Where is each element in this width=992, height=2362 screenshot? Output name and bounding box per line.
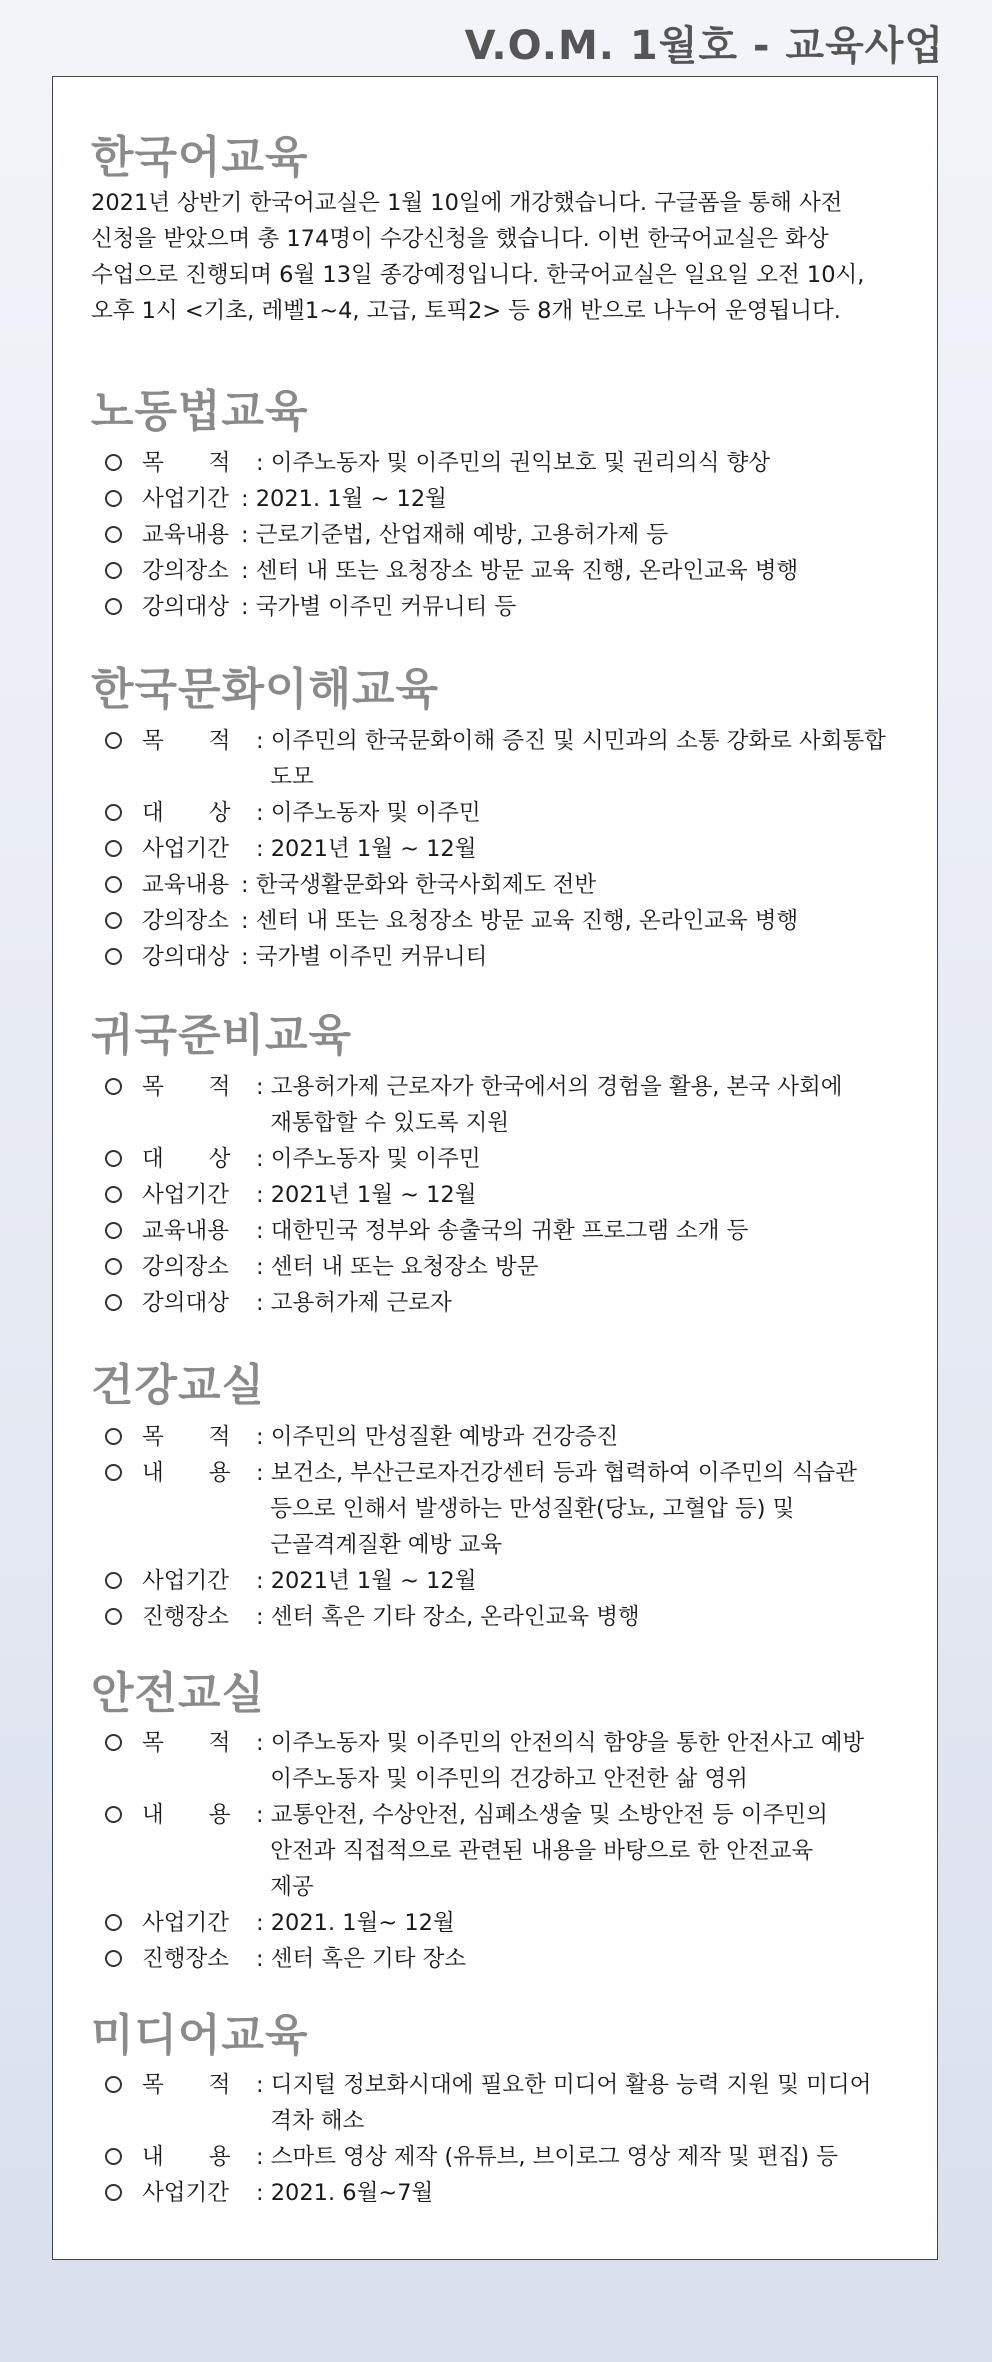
circle-bullet-icon bbox=[105, 1734, 122, 1751]
item-label: 내 용 bbox=[142, 1802, 231, 1828]
circle-bullet-icon bbox=[105, 2076, 122, 2093]
item-label: 교육내용 bbox=[142, 1218, 229, 1244]
item-label: 목 적 bbox=[142, 450, 231, 476]
list-item bbox=[105, 553, 925, 583]
item-value: : 센터 혹은 기타 장소 bbox=[256, 1946, 467, 1972]
section-title-korean-culture: 한국문화이해교육 bbox=[91, 664, 440, 715]
circle-bullet-icon bbox=[105, 2148, 122, 2165]
item-value: : 이주노동자 및 이주민의 안전의식 함양을 통한 안전사고 예방 이주노동자 및 이주민의 건강하고 안전한 삶 영위 bbox=[256, 1730, 865, 1792]
item-value: : 이주노동자 및 이주민 bbox=[256, 1146, 481, 1172]
circle-bullet-icon bbox=[105, 876, 122, 893]
item-value: : 국가별 이주민 커뮤니티 등 bbox=[241, 594, 517, 620]
list-item bbox=[105, 1213, 925, 1243]
circle-bullet-icon bbox=[105, 912, 122, 929]
item-label: 대 상 bbox=[142, 800, 231, 826]
list-item bbox=[105, 1905, 925, 1935]
item-value: : 센터 혹은 기타 장소, 온라인교육 병행 bbox=[256, 1604, 640, 1630]
page-title: V.O.M. 1월호 - 교육사업 bbox=[464, 23, 944, 69]
list-item bbox=[105, 1455, 925, 1558]
circle-bullet-icon bbox=[105, 1222, 122, 1239]
item-value: : 한국생활문화와 한국사회제도 전반 bbox=[241, 872, 597, 898]
circle-bullet-icon bbox=[105, 804, 122, 821]
item-value: : 이주노동자 및 이주민 bbox=[256, 800, 481, 826]
item-label: 강의대상 bbox=[142, 944, 229, 970]
circle-bullet-icon bbox=[105, 598, 122, 615]
list-item bbox=[105, 589, 925, 619]
content-box bbox=[52, 76, 938, 2260]
section-title-return-prep: 귀국준비교육 bbox=[91, 1010, 353, 1061]
item-label: 목 적 bbox=[142, 1730, 231, 1756]
circle-bullet-icon bbox=[105, 454, 122, 471]
section-title-health-class: 건강교실 bbox=[91, 1360, 266, 1411]
list-item bbox=[105, 1419, 925, 1449]
item-label: 목 적 bbox=[142, 1074, 231, 1100]
circle-bullet-icon bbox=[105, 948, 122, 965]
circle-bullet-icon bbox=[105, 1464, 122, 1481]
item-value: : 스마트 영상 제작 (유튜브, 브이로그 영상 제작 및 편집) 등 bbox=[256, 2144, 838, 2170]
item-label: 대 상 bbox=[142, 1146, 231, 1172]
item-value: : 센터 내 또는 요청장소 방문 교육 진행, 온라인교육 병행 bbox=[241, 558, 799, 584]
item-label: 목 적 bbox=[142, 728, 231, 754]
circle-bullet-icon bbox=[105, 526, 122, 543]
list-item bbox=[105, 795, 925, 825]
item-label: 진행장소 bbox=[142, 1946, 229, 1972]
circle-bullet-icon bbox=[105, 1150, 122, 1167]
item-label: 강의장소 bbox=[142, 908, 229, 934]
list-item bbox=[105, 1563, 925, 1593]
section-title-media-education: 미디어교육 bbox=[91, 2010, 309, 2061]
paragraph-line: 오후 1시 <기초, 레벨1~4, 고급, 토픽2> 등 8개 반으로 나누어 운영됩니다. bbox=[91, 298, 841, 324]
item-value: : 교통안전, 수상안전, 심폐소생술 및 소방안전 등 이주민의 안전과 직접적으로 관련된 내용을 바탕으로 한 안전교육 제공 bbox=[256, 1802, 828, 1900]
item-label: 사업기간 bbox=[142, 486, 229, 512]
item-value: : 고용허가제 근로자 bbox=[256, 1290, 452, 1316]
item-value: : 이주민의 만성질환 예방과 건강증진 bbox=[256, 1424, 619, 1450]
item-label: 교육내용 bbox=[142, 522, 229, 548]
item-label: 강의대상 bbox=[142, 1290, 229, 1316]
circle-bullet-icon bbox=[105, 1258, 122, 1275]
circle-bullet-icon bbox=[105, 1806, 122, 1823]
item-label: 진행장소 bbox=[142, 1604, 229, 1630]
item-label: 사업기간 bbox=[142, 2180, 229, 2206]
korean-class-paragraph bbox=[91, 185, 901, 329]
item-label: 사업기간 bbox=[142, 1182, 229, 1208]
item-value: : 이주민의 한국문화이해 증진 및 시민과의 소통 강화로 사회통합 도모 bbox=[256, 728, 886, 790]
item-value: : 2021년 1월 ~ 12월 bbox=[256, 836, 477, 862]
circle-bullet-icon bbox=[105, 1572, 122, 1589]
circle-bullet-icon bbox=[105, 1950, 122, 1967]
circle-bullet-icon bbox=[105, 490, 122, 507]
list-item bbox=[105, 1069, 925, 1136]
list-item bbox=[105, 1141, 925, 1171]
list-item bbox=[105, 517, 925, 547]
page-header bbox=[0, 0, 992, 72]
paragraph-line: 신청을 받았으며 총 174명이 수강신청을 했습니다. 이번 한국어교실은 화상 bbox=[91, 226, 829, 252]
item-value: : 대한민국 정부와 송출국의 귀환 프로그램 소개 등 bbox=[256, 1218, 749, 1244]
circle-bullet-icon bbox=[105, 1914, 122, 1931]
list-item bbox=[105, 1599, 925, 1629]
item-value: : 센터 내 또는 요청장소 방문 bbox=[256, 1254, 539, 1280]
list-item bbox=[105, 1797, 925, 1900]
item-label: 사업기간 bbox=[142, 836, 229, 862]
item-value: : 고용허가제 근로자가 한국에서의 경험을 활용, 본국 사회에 재통합할 수 있도록 지원 bbox=[256, 1074, 843, 1136]
item-label: 강의장소 bbox=[142, 1254, 229, 1280]
circle-bullet-icon bbox=[105, 1428, 122, 1445]
section-title-labor-law: 노동법교육 bbox=[91, 386, 309, 437]
list-item bbox=[105, 867, 925, 897]
item-label: 목 적 bbox=[142, 1424, 231, 1450]
list-item bbox=[105, 481, 925, 511]
section-title-safety-class: 안전교실 bbox=[91, 1668, 266, 1719]
item-value: : 센터 내 또는 요청장소 방문 교육 진행, 온라인교육 병행 bbox=[241, 908, 799, 934]
item-value: : 2021년 1월 ~ 12월 bbox=[256, 1182, 477, 1208]
item-value: : 근로기준법, 산업재해 예방, 고용허가제 등 bbox=[241, 522, 669, 548]
item-value: : 이주노동자 및 이주민의 권익보호 및 권리의식 향상 bbox=[256, 450, 771, 476]
item-label: 교육내용 bbox=[142, 872, 229, 898]
circle-bullet-icon bbox=[105, 732, 122, 749]
list-item bbox=[105, 723, 925, 790]
item-label: 강의장소 bbox=[142, 558, 229, 584]
item-value: : 2021년 1월 ~ 12월 bbox=[256, 1568, 477, 1594]
list-item bbox=[105, 831, 925, 861]
list-item bbox=[105, 1941, 925, 1971]
item-value: : 2021. 1월~ 12월 bbox=[256, 1910, 455, 1936]
list-item bbox=[105, 1285, 925, 1315]
circle-bullet-icon bbox=[105, 1294, 122, 1311]
list-item bbox=[105, 1177, 925, 1207]
list-item bbox=[105, 1249, 925, 1279]
list-item bbox=[105, 1725, 925, 1792]
circle-bullet-icon bbox=[105, 2184, 122, 2201]
item-value: : 디지털 정보화시대에 필요한 미디어 활용 능력 지원 및 미디어 격차 해소 bbox=[256, 2072, 872, 2134]
item-value: : 2021. 1월 ~ 12월 bbox=[241, 486, 447, 512]
list-item bbox=[105, 939, 925, 969]
list-item bbox=[105, 903, 925, 933]
item-label: 강의대상 bbox=[142, 594, 229, 620]
paragraph-line: 2021년 상반기 한국어교실은 1월 10일에 개강했습니다. 구글폼을 통해 사전 bbox=[91, 190, 843, 216]
item-value: : 보건소, 부산근로자건강센터 등과 협력하여 이주민의 식습관 등으로 인해서 발생하는 만성질환(당뇨, 고혈압 등) 및 근골격계질환 예방 교육 bbox=[256, 1460, 858, 1558]
item-label: 목 적 bbox=[142, 2072, 231, 2098]
item-value: : 2021. 6월~7월 bbox=[256, 2180, 434, 2206]
circle-bullet-icon bbox=[105, 840, 122, 857]
circle-bullet-icon bbox=[105, 1608, 122, 1625]
circle-bullet-icon bbox=[105, 562, 122, 579]
list-item bbox=[105, 445, 925, 475]
list-item bbox=[105, 2175, 925, 2205]
circle-bullet-icon bbox=[105, 1078, 122, 1095]
item-value: : 국가별 이주민 커뮤니티 bbox=[241, 944, 488, 970]
list-item bbox=[105, 2139, 925, 2169]
item-label: 사업기간 bbox=[142, 1910, 229, 1936]
list-item bbox=[105, 2067, 925, 2134]
section-title-korean-class: 한국어교육 bbox=[91, 132, 309, 183]
item-label: 내 용 bbox=[142, 1460, 231, 1486]
item-label: 내 용 bbox=[142, 2144, 231, 2170]
item-label: 사업기간 bbox=[142, 1568, 229, 1594]
circle-bullet-icon bbox=[105, 1186, 122, 1203]
paragraph-line: 수업으로 진행되며 6월 13일 종강예정입니다. 한국어교실은 일요일 오전 10시, bbox=[91, 262, 865, 288]
